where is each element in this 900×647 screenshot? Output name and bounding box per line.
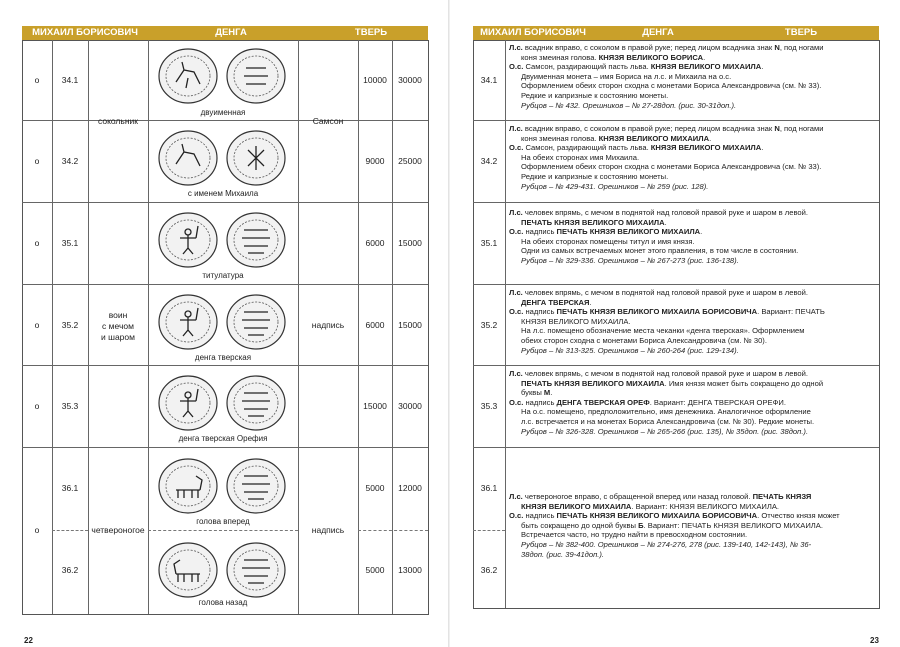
- description-line: [509, 182, 873, 192]
- row-mark: o: [34, 75, 40, 85]
- legend-text: М: [543, 388, 551, 398]
- description-text: .: [700, 227, 703, 237]
- coin-obverse: [159, 543, 217, 597]
- coin-number: 36.2: [61, 565, 79, 575]
- description-text: коня змеиная голова.: [521, 52, 599, 62]
- description-line: [509, 172, 873, 182]
- description-line: [509, 72, 873, 82]
- side-label: Л.с.: [509, 208, 523, 217]
- side-label: О.с.: [509, 397, 524, 407]
- description-line: [509, 53, 873, 63]
- description-text: Рубцов – № 432. Орешников – № 27-28доп. (рис. 30-31доп.).: [521, 100, 737, 110]
- description-line: [509, 124, 873, 134]
- type-quadruped: четвероногое: [91, 525, 145, 535]
- legend-text: КНЯЗЯ ВЕЛИКОГО БОРИСА: [598, 52, 704, 62]
- description-text: . Вариант: КНЯЗЯ ВЕЛИКОГО МИХАИЛА.: [631, 501, 780, 511]
- side-label: Л.с.: [509, 124, 523, 133]
- right-page: [450, 0, 900, 647]
- description-line: [509, 398, 873, 408]
- coin-images: [148, 40, 298, 614]
- legend-text: ПЕЧАТЬ КНЯЗЯ ВЕЛИКОГО МИХАИЛА: [521, 378, 665, 388]
- description-text: . Вариант: ДЕНГА ТВЕРСКАЯ ОРЕФИ.: [649, 397, 786, 407]
- description-line: [509, 91, 873, 101]
- description-line: [509, 101, 873, 111]
- description-line: [509, 540, 873, 550]
- description-text: надпись: [523, 307, 557, 317]
- description-line: [509, 288, 873, 298]
- coin-number: 34.1: [480, 75, 498, 85]
- coin-caption: с именем Михаила: [187, 189, 259, 198]
- description-text: Оформлением обеих сторон сходна с монетами Бориса Александровича (см. № 33).: [521, 162, 822, 172]
- description-line: [509, 427, 873, 437]
- coin-reverse: [227, 376, 285, 430]
- description-text: . Вариант: ПЕЧАТЬ: [757, 307, 825, 317]
- description-line: [509, 379, 873, 389]
- price-1: 15000: [363, 401, 387, 411]
- description-text: Самсон, раздирающий пасть льва.: [523, 62, 651, 72]
- price-2: 12000: [398, 483, 422, 493]
- header-ruler: МИХАИЛ БОРИСОВИЧ: [32, 27, 138, 38]
- description-text: , под ногами: [779, 43, 824, 52]
- description-line: [509, 62, 873, 72]
- price-1: 5000: [365, 565, 385, 575]
- description-line: [509, 218, 873, 228]
- coin-caption: титулатура: [202, 271, 244, 280]
- description-text: На обеих сторонах помещены титул и имя князя.: [521, 236, 695, 246]
- description-text: Рубцов – № 329-336. Орешников – № 267-273 (рис. 136-138).: [521, 255, 739, 265]
- description-line: [509, 388, 873, 398]
- description-text: Рубцов – № 313-325. Орешников – № 260-264 (рис. 129-134).: [521, 345, 739, 355]
- coin-number: 35.3: [480, 401, 498, 411]
- coin-reverse: [227, 543, 285, 597]
- coin-description: [509, 492, 873, 559]
- row-mark: o: [34, 238, 40, 248]
- coin-obverse: [159, 213, 217, 267]
- description-text: надпись: [523, 397, 557, 407]
- coin-description: [509, 124, 873, 191]
- description-text: 38доп. (рис. 39-41доп.).: [521, 549, 605, 559]
- type-warrior-line: с мечом: [102, 321, 134, 331]
- description-text: .: [703, 52, 706, 62]
- page-number: 22: [24, 636, 33, 645]
- description-text: , под ногами: [779, 124, 824, 133]
- right-header-bar: [473, 26, 879, 40]
- left-header-bar: [22, 26, 428, 40]
- price-2: 30000: [398, 401, 422, 411]
- legend-text: ДЕНГА ТВЕРСКАЯ ОРЕФ: [556, 397, 650, 407]
- legend-text: Б: [638, 520, 644, 530]
- coin-description: [509, 208, 873, 266]
- coin-description: [509, 369, 873, 436]
- description-text: быть сокращено до одной буквы: [521, 520, 639, 530]
- row-mark: o: [34, 156, 40, 166]
- legend-text: N: [774, 43, 780, 52]
- description-line: [509, 43, 873, 53]
- coin-reverse: [227, 131, 285, 185]
- coin-number: 36.1: [480, 483, 498, 493]
- description-line: [509, 492, 873, 502]
- coin-number: 35.2: [480, 320, 498, 330]
- description-text: .: [589, 297, 592, 307]
- legend-text: ПЕЧАТЬ КНЯЗЯ ВЕЛИКОГО МИХАИЛА: [521, 217, 665, 227]
- coin-description: [509, 288, 873, 355]
- coin-number: 35.2: [61, 320, 79, 330]
- coin-reverse: [227, 459, 285, 513]
- description-text: . Имя князя может быть сокращено до одной: [664, 378, 824, 388]
- row-mark: o: [34, 401, 40, 411]
- description-text: Редкие и капризные к состоянию монеты.: [521, 90, 669, 100]
- coin-obverse: [159, 459, 217, 513]
- header-denomination: ДЕНГА: [215, 27, 247, 38]
- description-text: четвероногое вправо, с обращенной вперед или назад головой.: [522, 492, 753, 501]
- description-text: На обеих сторонах имя Михаила.: [521, 152, 640, 162]
- type-warrior-line: воин: [108, 310, 128, 320]
- coin-obverse: [159, 295, 217, 349]
- description-text: Оформлением обеих сторон сходна с монетами Бориса Александровича (см. № 33).: [521, 81, 822, 91]
- coin-caption: двуименная: [200, 108, 246, 117]
- description-line: [509, 134, 873, 144]
- description-line: [509, 162, 873, 172]
- description-text: коня змеиная голова.: [521, 133, 599, 143]
- type-warrior: [88, 310, 148, 343]
- coin-caption: голова вперед: [196, 517, 250, 526]
- legend-text: ПЕЧАТЬ КНЯЗЯ: [752, 492, 812, 501]
- coin-number: 34.1: [61, 75, 79, 85]
- description-text: На о.с. помещено, предположительно, имя денежника. Аналогичное оформление: [521, 407, 811, 417]
- price-1: 10000: [363, 75, 387, 85]
- description-text: человек впрямь, с мечом в поднятой над головой правой руке и шаром в левой.: [522, 288, 808, 297]
- legend-inscription: надпись: [311, 525, 345, 535]
- coin-obverse: [159, 376, 217, 430]
- legend-text: ПЕЧАТЬ КНЯЗЯ ВЕЛИКОГО МИХАИЛА: [556, 227, 701, 237]
- description-text: На л.с. помещено обозначение места чеканки «денга тверская». Оформлением: [521, 326, 805, 336]
- description-line: [509, 511, 873, 521]
- description-text: КНЯЗЯ ВЕЛИКОГО МИХАИЛА.: [521, 316, 631, 326]
- side-label: Л.с.: [509, 369, 523, 378]
- price-1: 6000: [365, 320, 385, 330]
- description-text: Рубцов – № 382-400. Орешников – № 274-276, 278 (рис. 139-140, 142-143), № 36-: [521, 539, 812, 549]
- header-mint: ТВЕРЬ: [354, 27, 388, 38]
- legend-text: ПЕЧАТЬ КНЯЗЯ ВЕЛИКОГО МИХАИЛА БОРИСОВИЧА: [556, 511, 758, 521]
- description-line: [509, 237, 873, 247]
- description-line: [509, 550, 873, 560]
- coin-number: 35.1: [61, 238, 79, 248]
- coin-number: 34.2: [480, 156, 498, 166]
- price-2: 30000: [398, 75, 422, 85]
- description-text: .: [761, 143, 764, 153]
- price-2: 15000: [398, 320, 422, 330]
- coin-number: 35.3: [61, 401, 79, 411]
- description-line: [509, 369, 873, 379]
- description-line: [509, 227, 873, 237]
- description-line: [509, 143, 873, 153]
- description-text: человек впрямь, с мечом в поднятой над головой правой руке и шаром в левой.: [522, 369, 808, 378]
- description-line: [509, 317, 873, 327]
- description-text: Редкие и капризные к состоянию монеты.: [521, 171, 669, 181]
- description-text: .: [761, 62, 764, 72]
- description-line: [509, 502, 873, 512]
- description-text: буквы: [521, 388, 544, 398]
- price-1: 6000: [365, 238, 385, 248]
- description-text: Самсон, раздирающий пасть льва.: [523, 143, 651, 153]
- price-1: 5000: [365, 483, 385, 493]
- description-line: [509, 256, 873, 266]
- side-label: О.с.: [509, 227, 524, 237]
- row-mark: o: [34, 525, 40, 535]
- description-line: [509, 530, 873, 540]
- description-text: . Вариант: ПЕЧАТЬ КНЯЗЯ ВЕЛИКОГО МИХАИЛА.: [643, 520, 823, 530]
- description-text: .: [709, 133, 712, 143]
- side-label: Л.с.: [509, 43, 523, 52]
- description-line: [509, 417, 873, 427]
- coin-number: 36.2: [480, 565, 498, 575]
- side-label: Л.с.: [509, 492, 523, 501]
- coin-reverse: [227, 295, 285, 349]
- description-text: Рубцов – № 429-431. Орешников – № 259 (рис. 128).: [521, 181, 709, 191]
- legend-text: КНЯЗЯ ВЕЛИКОГО МИХАИЛА: [650, 143, 762, 153]
- description-text: .: [550, 388, 553, 398]
- description-text: Двуименная монета – имя Бориса на л.с. и Михаила на о.с.: [521, 71, 732, 81]
- side-label: О.с.: [509, 62, 524, 72]
- coin-number: 35.1: [480, 238, 498, 248]
- description-line: [509, 208, 873, 218]
- legend-text: ПЕЧАТЬ КНЯЗЯ ВЕЛИКОГО МИХАИЛА БОРИСОВИЧА: [556, 307, 758, 317]
- description-text: Одни из самых встречаемых монет этого правления, в том числе в состоянии.: [521, 246, 799, 256]
- legend-text: N: [774, 124, 780, 133]
- coin-obverse: [159, 131, 217, 185]
- description-line: [509, 407, 873, 417]
- page-number: 23: [870, 636, 879, 645]
- description-line: [509, 298, 873, 308]
- side-label: О.с.: [509, 511, 524, 521]
- coin-caption: денга тверская: [194, 353, 252, 362]
- type-warrior-line: и шаром: [101, 332, 135, 342]
- description-text: надпись: [523, 511, 557, 521]
- legend-samson: Самсон: [312, 116, 344, 126]
- description-line: [509, 326, 873, 336]
- description-line: [509, 307, 873, 317]
- price-1: 9000: [365, 156, 385, 166]
- side-label: О.с.: [509, 307, 524, 317]
- description-text: всадник вправо, с соколом в правой руке; перед лицом всадника знак: [522, 124, 775, 133]
- price-2: 25000: [398, 156, 422, 166]
- description-line: [509, 246, 873, 256]
- legend-text: КНЯЗЯ ВЕЛИКОГО МИХАИЛА: [598, 133, 710, 143]
- header-denomination: ДЕНГА: [642, 27, 674, 38]
- row-mark: o: [34, 320, 40, 330]
- coin-caption: денга тверская Орефия: [178, 434, 268, 443]
- coin-caption: голова назад: [198, 598, 248, 607]
- description-text: л.с. встречается и на монетах Бориса Александровича (см. № 30). Редкие монеты.: [521, 416, 815, 426]
- coin-number: 36.1: [61, 483, 79, 493]
- description-line: [509, 153, 873, 163]
- legend-inscription: надпись: [311, 320, 345, 330]
- legend-text: КНЯЗЯ ВЕЛИКОГО МИХАИЛА: [650, 62, 762, 72]
- description-text: обеих сторон сходна с монетами Бориса Александровича (см. № 30).: [521, 335, 767, 345]
- side-label: О.с.: [509, 143, 524, 153]
- type-falconer: сокольник: [98, 116, 138, 126]
- side-label: Л.с.: [509, 288, 523, 297]
- coin-obverse: [159, 49, 217, 103]
- coin-reverse: [227, 49, 285, 103]
- legend-text: ДЕНГА ТВЕРСКАЯ: [521, 297, 590, 307]
- description-text: человек впрямь, с мечом в поднятой над головой правой руке и шаром в левой.: [522, 208, 808, 217]
- description-text: всадник вправо, с соколом в правой руке; перед лицом всадника знак: [522, 43, 775, 52]
- description-text: Встречается часто, но трудно найти в превосходном состоянии.: [521, 530, 748, 540]
- description-text: . Отчество князя может: [757, 511, 840, 521]
- coin-description: [509, 43, 873, 110]
- description-line: [509, 336, 873, 346]
- description-text: Рубцов – № 326-328. Орешников – № 265-266 (рис. 135), № 35доп. (рис. 38доп.).: [521, 426, 809, 436]
- coin-number: 34.2: [61, 156, 79, 166]
- header-mint: ТВЕРЬ: [784, 27, 818, 38]
- coin-reverse: [227, 213, 285, 267]
- description-text: надпись: [523, 227, 557, 237]
- description-line: [509, 346, 873, 356]
- description-line: [509, 521, 873, 531]
- legend-text: КНЯЗЯ ВЕЛИКОГО МИХАИЛА: [521, 501, 632, 511]
- description-text: .: [664, 217, 667, 227]
- price-2: 13000: [398, 565, 422, 575]
- header-ruler: МИХАИЛ БОРИСОВИЧ: [480, 27, 586, 38]
- description-line: [509, 81, 873, 91]
- price-2: 15000: [398, 238, 422, 248]
